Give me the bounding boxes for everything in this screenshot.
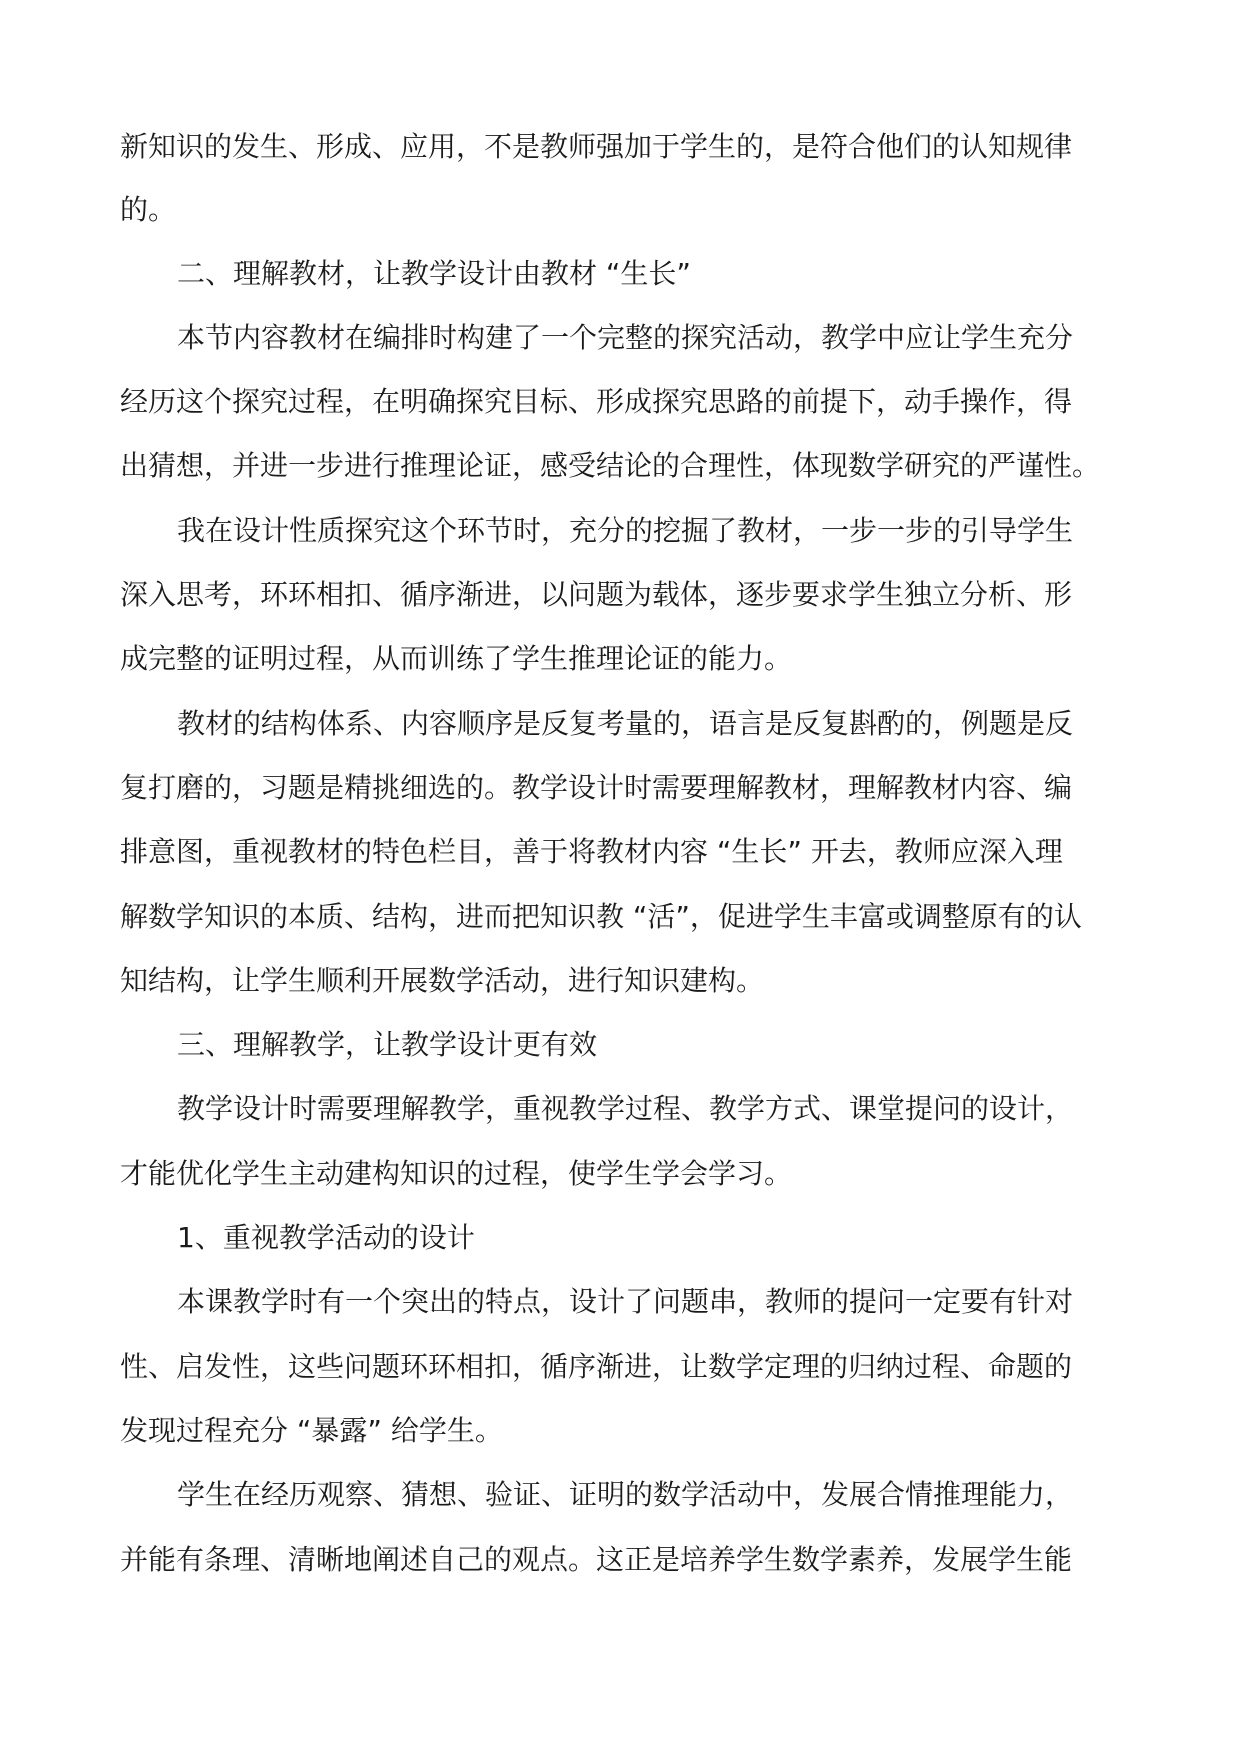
text-line: 并能有条理、清晰地阐述自己的观点。这正是培养学生数学素养，发展学生能 xyxy=(120,1543,1073,1576)
section-heading: 二、理解教材，让教学设计由教材 “生长” xyxy=(177,257,691,290)
text-line: 本课教学时有一个突出的特点，设计了问题串，教师的提问一定要有针对 xyxy=(177,1285,1074,1318)
text-line: 新知识的发生、形成、应用，不是教师强加于学生的，是符合他们的认知规律 xyxy=(120,130,1073,163)
text-line: 学生在经历观察、猜想、验证、证明的数学活动中，发展合情推理能力， xyxy=(177,1478,1074,1511)
text-line: 本节内容教材在编排时构建了一个完整的探究活动，教学中应让学生充分 xyxy=(177,321,1074,354)
section-heading: 三、理解教学，让教学设计更有效 xyxy=(177,1028,598,1061)
text-line: 才能优化学生主动建构知识的过程，使学生学会学习。 xyxy=(120,1157,793,1190)
text-line: 知结构，让学生顺利开展数学活动，进行知识建构。 xyxy=(120,964,765,997)
text-line: 我在设计性质探究这个环节时，充分的挖掘了教材，一步一步的引导学生 xyxy=(177,514,1074,547)
text-line: 成完整的证明过程，从而训练了学生推理论证的能力。 xyxy=(120,642,793,675)
text-line: 排意图，重视教材的特色栏目，善于将教材内容 “生长” 开去，教师应深入理 xyxy=(120,835,1063,868)
text-line: 发现过程充分 “暴露” 给学生。 xyxy=(120,1414,503,1447)
text-line: 教材的结构体系、内容顺序是反复考量的，语言是反复斟酌的，例题是反 xyxy=(177,707,1074,740)
text-line: 教学设计时需要理解教学，重视教学过程、教学方式、课堂提问的设计， xyxy=(177,1092,1074,1125)
text-line: 的。 xyxy=(120,193,177,226)
text-line: 出猜想，并进一步进行推理论证，感受结论的合理性，体现数学研究的严谨性。 xyxy=(120,449,1101,482)
text-line: 深入思考，环环相扣、循序渐进，以问题为载体，逐步要求学生独立分析、形 xyxy=(120,578,1073,611)
text-line: 复打磨的，习题是精挑细选的。教学设计时需要理解教材，理解教材内容、编 xyxy=(120,771,1073,804)
subsection-heading: 1、重视教学活动的设计 xyxy=(177,1221,475,1254)
text-line: 解数学知识的本质、结构，进而把知识教 “活”，促进学生丰富或调整原有的认 xyxy=(120,900,1082,933)
text-line: 性、启发性，这些问题环环相扣，循序渐进，让数学定理的归纳过程、命题的 xyxy=(120,1350,1073,1383)
text-line: 经历这个探究过程，在明确探究目标、形成探究思路的前提下，动手操作，得 xyxy=(120,385,1073,418)
